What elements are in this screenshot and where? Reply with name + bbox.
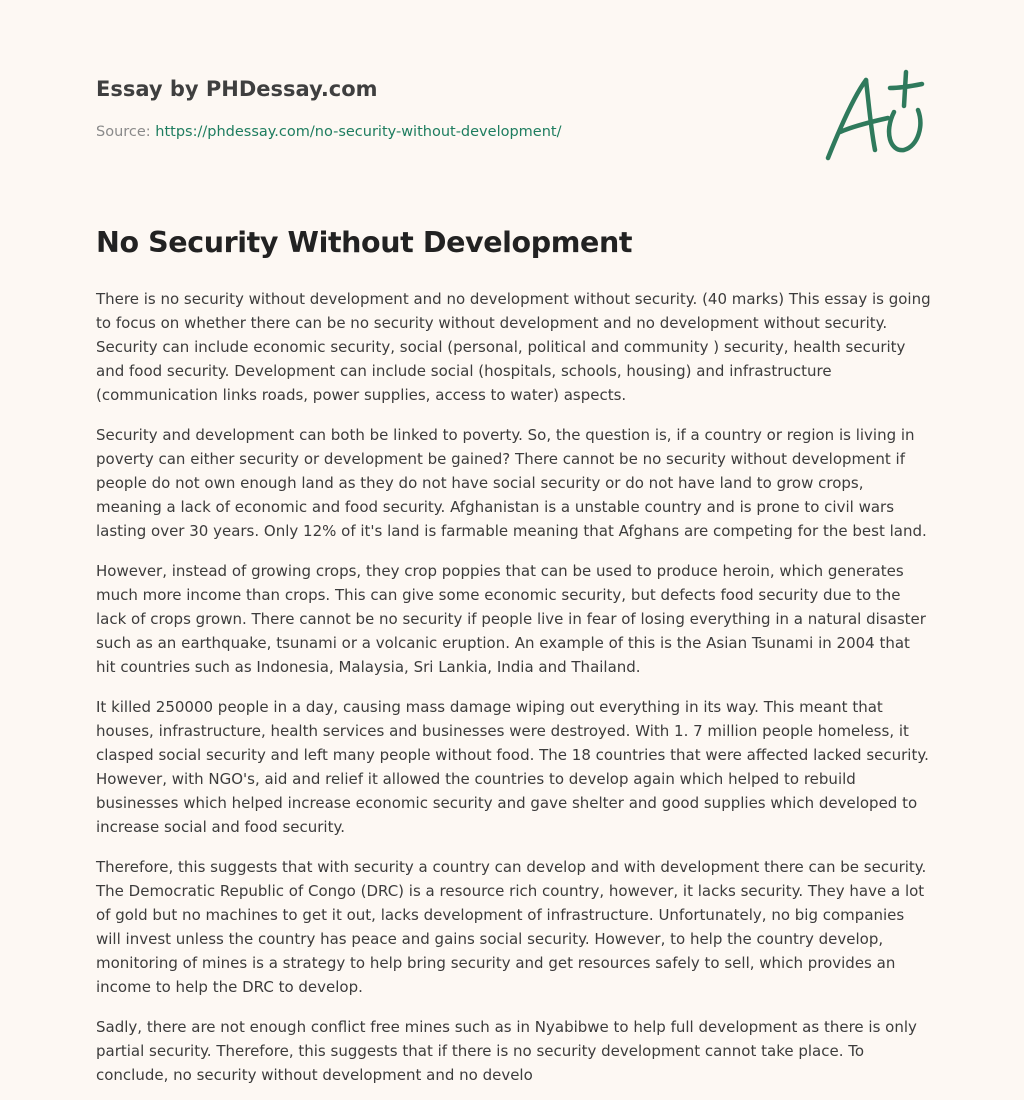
paragraph: However, instead of growing crops, they crop poppies that can be used to produce heroin, which generates much more income than crops. This can give some economic security, but defects food security due to the lack of crops grown. There cannot be no security if people live in fear of losing everything in a natural disaster such as an earthquake, tsunami or a volcanic eruption. An example of this is the Asian Tsunami in 2004 that hit countries such as Indonesia, Malaysia, Sri Lankia, India and Thailand. xyxy=(96,562,926,676)
essay-title: No Security Without Development xyxy=(96,226,633,259)
source-label: Source: xyxy=(96,124,156,140)
paragraph: Security and development can both be linked to poverty. So, the question is, if a country or region is living in poverty can either security or development be gained? There cannot be no security without development if people do not own enough land as they do not have social security or do not have land to grow crops, meaning a lack of economic and food security. Afghanistan is a unstable country and is prone to civil wars lasting over 30 years. Only 12% of it's land is farmable meaning that Afghans are competing for the best land. xyxy=(96,426,927,540)
brand-title: Essay by PHDessay.com xyxy=(96,77,378,101)
source-link[interactable]: https://phdessay.com/no-security-without-development/ xyxy=(155,124,562,140)
a-plus-grade-icon xyxy=(818,66,930,166)
paragraph: Sadly, there are not enough conflict free mines such as in Nyabibwe to help full development as there is only partial security. Therefore, this suggests that if there is no security development cannot take place. To conclude, no security without development and no develo xyxy=(96,1018,917,1084)
source-line xyxy=(96,124,561,140)
paragraph: It killed 250000 people in a day, causing mass damage wiping out everything in its way. This meant that houses, infrastructure, health services and businesses were destroyed. With 1. 7 million people homeless, it clasped social security and left many people without food. The 18 countries that were affected lacked security. However, with NGO's, aid and relief it allowed the countries to develop again which helped to rebuild businesses which helped increase economic security and gave shelter and good supplies which developed to increase social and food security. xyxy=(96,698,929,836)
paragraph: There is no security without development and no development without security. (40 marks) This essay is going to focus on whether there can be no security without development and no development without security. Security can include economic security, social (personal, political and community ) security, health security and food security. Development can include social (hospitals, schools, housing) and infrastructure (communication links roads, power supplies, access to water) aspects. xyxy=(96,290,931,404)
essay-body xyxy=(96,287,932,1100)
paragraph: Therefore, this suggests that with security a country can develop and with development there can be security. The Democratic Republic of Congo (DRC) is a resource rich country, however, it lacks security. They have a lot of gold but no machines to get it out, lacks development of infrastructure. Unfortunately, no big companies will invest unless the country has peace and gains social security. However, to help the country develop, monitoring of mines is a strategy to help bring security and get resources safely to sell, which provides an income to help the DRC to develop. xyxy=(96,858,927,996)
